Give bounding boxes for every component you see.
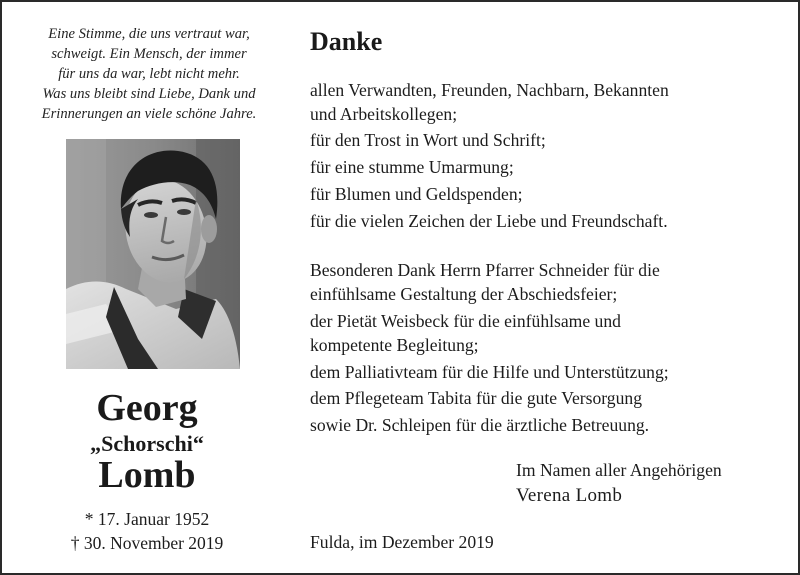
special-thanks-line: sowie Dr. Schleipen für die ärztliche Betreuung. <box>310 415 650 435</box>
portrait-image <box>66 139 240 369</box>
thanks-line: für die vielen Zeichen der Liebe und Freundschaft. <box>310 211 668 231</box>
memorial-column <box>2 2 292 573</box>
death-date: † 30. November 2019 <box>70 533 224 553</box>
quote-line: Eine Stimme, die uns vertraut war, <box>48 26 250 42</box>
thanks-column <box>310 2 790 573</box>
birth-date: * 17. Januar 1952 <box>84 509 210 529</box>
thanks-line: und Arbeitskollegen; <box>310 104 458 124</box>
portrait-photo <box>66 139 240 369</box>
special-thanks-line: kompetente Begleitung; <box>310 335 479 355</box>
deceased-first-name: Georg <box>96 387 198 429</box>
thanks-line: für Blumen und Geldspenden; <box>310 184 523 204</box>
special-thanks-line: der Pietät Weisbeck für die einfühlsame und <box>310 311 621 331</box>
deceased-nickname: „Schorschi“ <box>90 431 204 456</box>
deceased-last-name: Lomb <box>98 454 196 496</box>
signature-intro: Im Namen aller Angehörigen <box>516 460 722 480</box>
special-thanks-line: dem Palliativteam für die Hilfe und Unterstützung; <box>310 362 669 382</box>
thanks-line: für den Trost in Wort und Schrift; <box>310 130 546 150</box>
quote-line: Was uns bleibt sind Liebe, Dank und <box>42 86 256 102</box>
thanks-line: für eine stumme Umarmung; <box>310 157 514 177</box>
special-thanks-line: einfühlsame Gestaltung der Abschiedsfeier; <box>310 284 618 304</box>
signature-name: Verena Lomb <box>516 485 623 506</box>
thanks-line: allen Verwandten, Freunden, Nachbarn, Bekannten <box>310 80 669 100</box>
thanks-heading: Danke <box>310 27 383 56</box>
quote-line: schweigt. Ein Mensch, der immer <box>51 46 247 62</box>
quote-line: für uns da war, lebt nicht mehr. <box>58 66 240 82</box>
quote-line: Erinnerungen an viele schöne Jahre. <box>41 106 257 122</box>
memorial-quote <box>20 24 278 124</box>
place-and-date: Fulda, im Dezember 2019 <box>310 532 494 552</box>
special-thanks-line: dem Pflegeteam Tabita für die gute Versorgung <box>310 388 642 408</box>
special-thanks-line: Besonderen Dank Herrn Pfarrer Schneider für die <box>310 260 660 280</box>
